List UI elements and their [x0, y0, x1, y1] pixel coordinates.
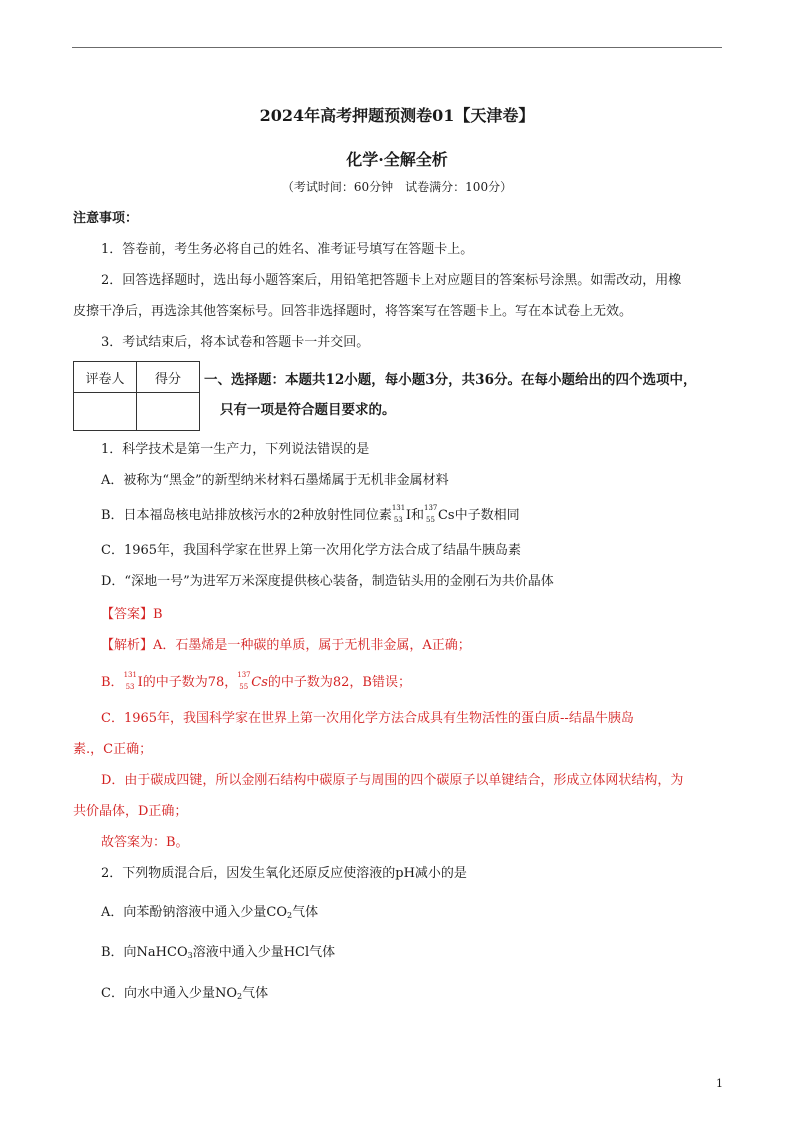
- q2-option-c-suffix: 气体: [242, 986, 269, 1001]
- notice-item-2-line-2: 皮擦干净后，再选涂其他答案标号。回答非选择题时，将答案写在答题卡上。写在本试卷上无效。: [73, 304, 633, 319]
- analysis-cesium-notation: [237, 671, 251, 692]
- analysis-tag: 【解析】: [101, 638, 154, 653]
- notice-item-3: 3．考试结束后，将本试卷和答题卡一并交回。: [101, 335, 370, 350]
- question-1-analysis-a: [101, 637, 471, 655]
- score-table-grader-header: 评卷人: [74, 362, 137, 393]
- q2-option-b-text: B．向NaHCO: [101, 945, 188, 960]
- question-2-option-b: [101, 944, 335, 965]
- analysis-cesium-mass: 137: [237, 671, 251, 679]
- analysis-b-mid-1: 的中子数为78，: [142, 675, 238, 690]
- question-1-conclusion: 故答案为：B。: [101, 835, 189, 850]
- analysis-iodine-atomic: 53: [125, 683, 135, 691]
- section-heading-line-1: 一、选择题：本题共12小题，每小题3分，共36分。在每小题给出的四个选项中，: [204, 372, 697, 388]
- analysis-iodine-notation: [123, 671, 138, 692]
- paper-subtitle: 化学·全解全析: [346, 150, 448, 169]
- analysis-iodine-symbol: I: [137, 675, 143, 690]
- analysis-a-text: A．石墨烯是一种碳的单质，属于无机非金属，A正确；: [153, 638, 471, 653]
- q2-option-a-suffix: 气体: [292, 905, 319, 920]
- q2-option-a-subscript: 2: [287, 911, 293, 920]
- score-table-score-header: 得分: [137, 362, 200, 393]
- analysis-cesium-symbol: Cs: [251, 675, 268, 690]
- question-1-analysis-d-line-1: D．由于碳成四键，所以金刚石结构中碳原子与周围的四个碳原子以单键结合，形成立体网状结构，为: [101, 773, 684, 788]
- analysis-cesium-atomic: 55: [239, 683, 249, 691]
- analysis-b-mid-2: 的中子数为82，B错误；: [267, 675, 411, 690]
- question-1-analysis-b: [101, 671, 411, 692]
- score-table-score-cell: [137, 393, 200, 431]
- q2-option-a-text: A．向苯酚钠溶液中通入少量CO: [101, 905, 287, 920]
- q2-option-c-text: C．向水中通入少量NO: [101, 986, 237, 1001]
- iodine-isotope-notation: [391, 504, 406, 525]
- cesium-isotope-notation: [423, 504, 438, 525]
- analysis-b-prefix: B．: [101, 675, 124, 690]
- notice-heading: 注意事项：: [73, 211, 139, 226]
- score-table-grader-cell: [74, 393, 137, 431]
- cesium-symbol: Cs: [437, 508, 455, 523]
- question-1-analysis-d-line-2: 共价晶体，D正确；: [73, 804, 188, 819]
- question-2-stem: 2．下列物质混合后，因发生氧化还原反应使溶液的pH减小的是: [101, 866, 467, 881]
- question-2-option-a: [101, 904, 318, 925]
- option-b-suffix: 中子数相同: [454, 508, 520, 523]
- cesium-mass-number: 137: [423, 504, 438, 512]
- question-1-analysis-c-line-2: 素.，C正确；: [73, 742, 153, 757]
- question-1-option-c: C．1965年，我国科学家在世界上第一次用化学方法合成了结晶牛胰岛素: [101, 543, 522, 558]
- iodine-atomic-number: 53: [393, 516, 403, 524]
- notice-item-2-line-1: 2．回答选择题时，选出每小题答案后，用铅笔把答题卡上对应题目的答案标号涂黑。如需改动，用橡: [101, 273, 682, 288]
- question-1-option-b: [101, 504, 520, 525]
- iodine-symbol: I: [405, 508, 411, 523]
- option-b-and: 和: [410, 508, 424, 523]
- paper-title: 2024年高考押题预测卷01【天津卷】: [259, 106, 535, 125]
- question-1-answer: 【答案】B: [101, 607, 163, 622]
- analysis-iodine-mass: 131: [123, 671, 137, 679]
- option-b-text: B．日本福岛核电站排放核污水的2种放射性同位素: [101, 508, 392, 523]
- section-heading-line-2: 只有一项是符合题目要求的。: [220, 402, 396, 418]
- header-rule: [72, 47, 722, 48]
- q2-option-b-suffix: 溶液中通入少量HCl气体: [192, 945, 336, 960]
- question-1-option-a: A．被称为“黑金”的新型纳米材料石墨烯属于无机非金属材料: [101, 473, 449, 488]
- score-table: [73, 361, 200, 431]
- question-2-option-c: [101, 985, 268, 1006]
- exam-info: （考试时间：60分钟 试卷满分：100分）: [281, 180, 513, 194]
- page-number: 1: [716, 1077, 723, 1090]
- q2-option-c-subscript: 2: [236, 992, 243, 1001]
- q2-option-b-subscript: 3: [187, 951, 193, 960]
- question-1-option-d: D．“深地一号”为进军万米深度提供核心装备，制造钻头用的金刚石为共价晶体: [101, 574, 554, 589]
- iodine-mass-number: 131: [391, 504, 406, 512]
- question-1-analysis-c-line-1: C．1965年，我国科学家在世界上第一次用化学方法合成具有生物活性的蛋白质--结晶牛胰岛: [101, 711, 634, 726]
- cesium-atomic-number: 55: [425, 516, 435, 524]
- question-1-stem: 1．科学技术是第一生产力，下列说法错误的是: [101, 442, 370, 457]
- notice-item-1: 1．答卷前，考生务必将自己的姓名、准考证号填写在答题卡上。: [101, 242, 474, 257]
